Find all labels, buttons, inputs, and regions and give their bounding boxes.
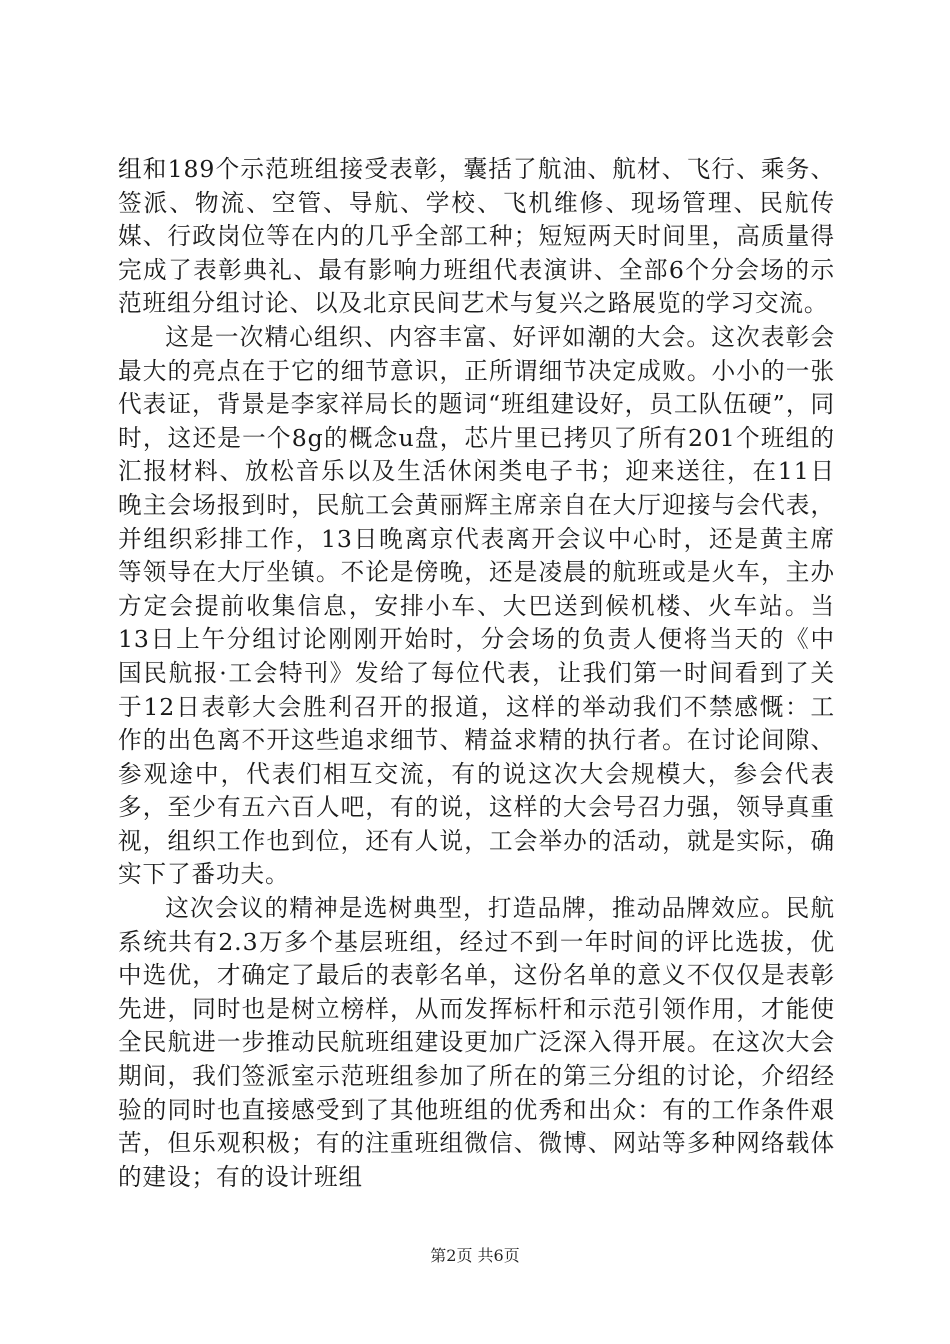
page-footer: 第2页 共6页 <box>430 1246 520 1265</box>
paragraph-1: 组和189个示范班组接受表彰，囊括了航油、航材、飞行、乘务、签派、物流、空管、导航、学校、飞机维修、现场管理、民航传媒、行政岗位等在内的几乎全部工种；短短两天时间里，高质量得完成了表彰典礼、最有影响力班组代表演讲、全部6个分会场的示范班组分组讨论、以及北京民间艺术与复兴之路展览的学习交流。 <box>118 155 835 318</box>
paragraph-3: 这次会议的精神是选树典型，打造品牌，推动品牌效应。民航系统共有2.3万多个基层班组，经过不到一年时间的评比选拔，优中选优，才确定了最后的表彰名单，这份名单的意义不仅仅是表彰先进，同时也是树立榜样，从而发挥标杆和示范引领作用，才能使全民航进一步推动民航班组建设更加广泛深入得开展。在这次大会期间，我们签派室示范班组参加了所在的第三分组的讨论，介绍经验的同时也直接感受到了其他班组的优秀和出众：有的工作条件艰苦，但乐观积极；有的注重班组微信、微博、网站等多种网络载体的建设；有的设计班组 <box>118 894 835 1191</box>
body-text <box>118 153 835 1194</box>
paragraph-2: 这是一次精心组织、内容丰富、好评如潮的大会。这次表彰会最大的亮点在于它的细节意识，正所谓细节决定成败。小小的一张代表证，背景是李家祥局长的题词“班组建设好，员工队伍硬”，同时，这还是一个8g的概念u盘，芯片里已拷贝了所有201个班组的汇报材料、放松音乐以及生活休闲类电子书；迎来送往，在11日晚主会场报到时，民航工会黄丽辉主席亲自在大厅迎接与会代表，并组织彩排工作，13日晚离京代表离开会议中心时，还是黄主席等领导在大厅坐镇。不论是傍晚，还是凌晨的航班或是火车，主办方定会提前收集信息，安排小车、大巴送到候机楼、火车站。当13日上午分组讨论刚刚开始时，分会场的负责人便将当天的《中国民航报·工会特刊》发给了每位代表，让我们第一时间看到了关于12日表彰大会胜利召开的报道，这样的举动我们不禁感慨：工作的出色离不开这些追求细节、精益求精的执行者。在讨论间隙、参观途中，代表们相互交流，有的说这次大会规模大，参会代表多，至少有五六百人吧，有的说，这样的大会号召力强，领导真重视，组织工作也到位，还有人说，工会举办的活动，就是实际，确实下了番功夫。 <box>118 322 835 889</box>
